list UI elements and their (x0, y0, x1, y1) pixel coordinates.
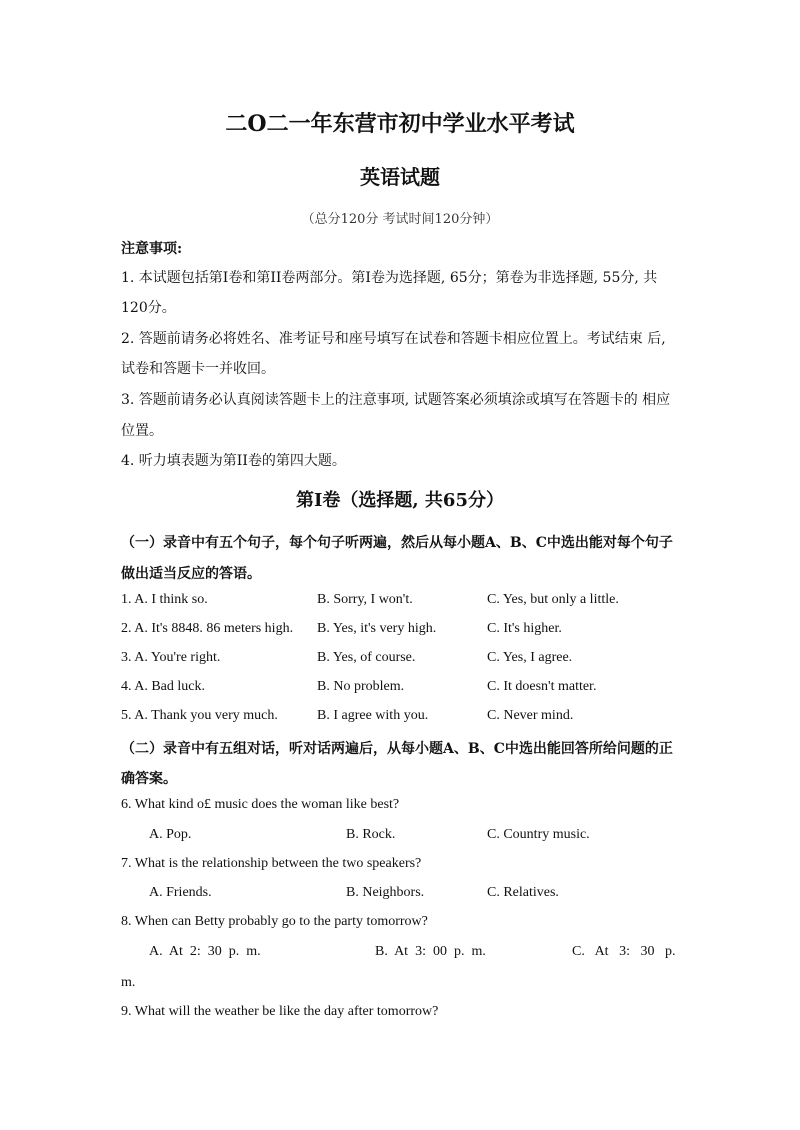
q7-stem: 7. What is the relationship between the two speakers? (121, 856, 422, 871)
q2-option-a: 2. A. It's 8848. 86 meters high. (121, 621, 294, 636)
q8-stem: 8. When can Betty probably go to the party tomorrow? (121, 914, 428, 929)
note-line: 1. 本试题包括第I卷和第II卷两部分。第I卷为选择题, 65分；第卷为非选择题, 55分, 共 (121, 270, 658, 286)
q5-option-a: 5. A. Thank you very much. (121, 708, 278, 723)
q1-option-c: C. Yes, but only a little. (487, 592, 619, 607)
q3-option-a: 3. A. You're right. (121, 650, 221, 665)
q2-option-c: C. It's higher. (487, 621, 562, 636)
q8-option-c-continued: m. (121, 975, 136, 990)
note-line: 3. 答题前请务必认真阅读答题卡上的注意事项, 试题答案必须填涂或填写在答题卡的 相应 (121, 392, 671, 408)
part2-instruction: （二）录音中有五组对话，听对话两遍后，从每小题A、B、C中选出能回答所给问题的正 (121, 741, 673, 757)
q7-option-a: A. Friends. (149, 885, 212, 900)
q6-option-c: C. Country music. (487, 827, 590, 842)
note-line: 2. 答题前请务必将姓名、准考证号和座号填写在试卷和答题卡相应位置上。考试结束 后, (121, 331, 666, 347)
q2-option-b: B. Yes, it's very high. (317, 621, 437, 636)
q6-option-a: A. Pop. (149, 827, 192, 842)
q8-option-c: C. At 3: 30 p. (572, 944, 676, 959)
q7-option-c: C. Relatives. (487, 885, 559, 900)
exam-title: 二O二一年东营市初中学业水平考试 (225, 111, 575, 137)
q4-option-b: B. No problem. (317, 679, 405, 694)
section-title: 第I卷（选择题, 共65分） (295, 490, 504, 511)
q5-option-c: C. Never mind. (487, 708, 574, 723)
q6-option-b: B. Rock. (346, 827, 396, 842)
q5-option-b: B. I agree with you. (317, 708, 429, 723)
q9-stem: 9. What will the weather be like the day after tomorrow? (121, 1004, 439, 1019)
q7-option-b: B. Neighbors. (346, 885, 425, 900)
notes-heading: 注意事项: (121, 241, 183, 257)
note-line: 位置。 (121, 423, 163, 439)
q3-option-c: C. Yes, I agree. (487, 650, 573, 665)
q8-option-b: B. At 3: 00 p. m. (375, 944, 486, 959)
note-line: 试卷和答题卡一并收回。 (121, 361, 275, 377)
q8-option-a: A. At 2: 30 p. m. (149, 944, 261, 959)
note-line: 4. 听力填表题为第II卷的第四大题。 (121, 453, 346, 469)
q6-stem: 6. What kind o£ music does the woman like best? (121, 797, 400, 812)
part1-instruction: 做出适当反应的答语。 (121, 566, 261, 582)
q1-option-b: B. Sorry, I won't. (317, 592, 413, 607)
note-line: 120分。 (121, 300, 176, 316)
part1-instruction: （一）录音中有五个句子，每个句子听两遍，然后从每小题A、B、C中选出能对每个句子 (121, 535, 673, 551)
exam-subject: 英语试题 (360, 165, 440, 189)
q1-option-a: 1. A. I think so. (121, 592, 208, 607)
part2-instruction: 确答案。 (121, 771, 177, 787)
q4-option-c: C. It doesn't matter. (487, 679, 597, 694)
exam-info: （总分120分 考试时间120分钟） (301, 212, 499, 227)
q4-option-a: 4. A. Bad luck. (121, 679, 205, 694)
q3-option-b: B. Yes, of course. (317, 650, 416, 665)
